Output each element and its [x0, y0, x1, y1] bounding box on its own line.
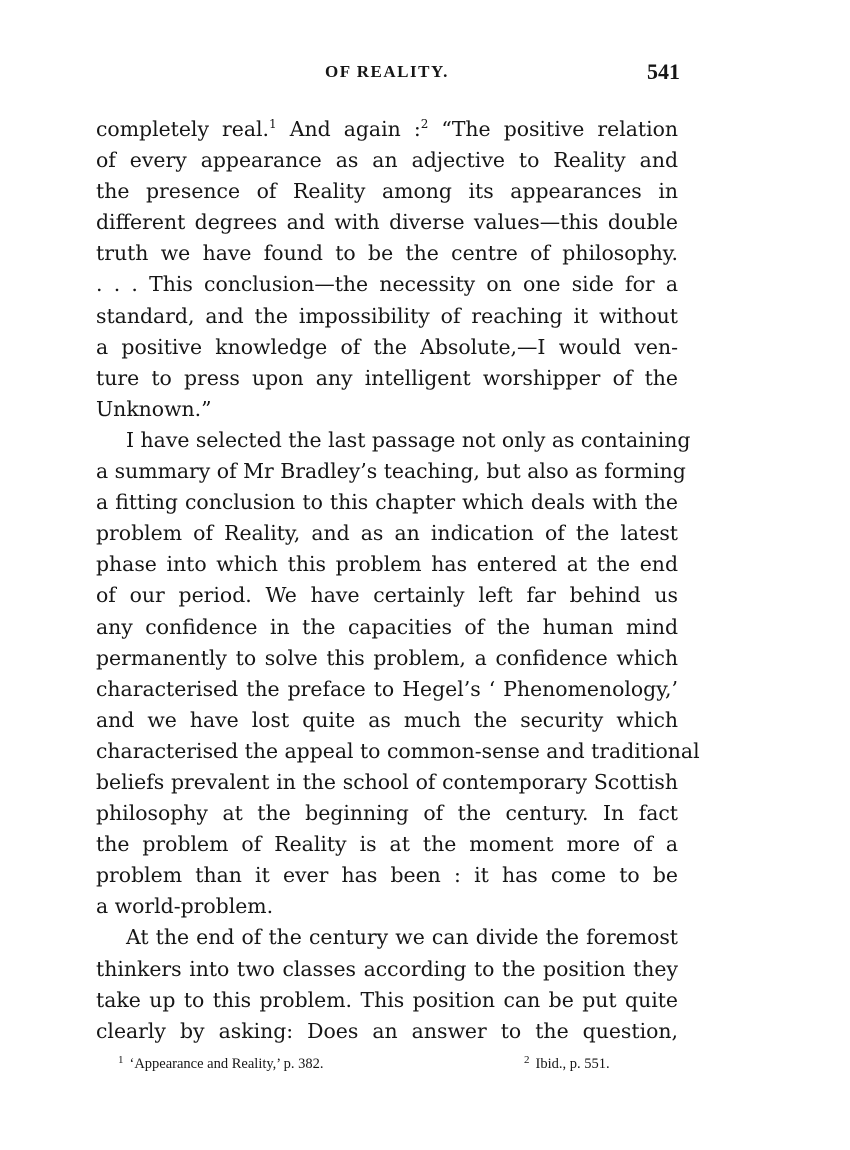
text-line: and we have lost quite as much the security which — [96, 707, 678, 732]
text-line: of every appearance as an adjective to Reality and — [96, 148, 678, 173]
text-line: beliefs prevalent in the school of contemporary Scottish — [96, 769, 678, 794]
text-line: take up to this problem. This position can be put quite — [96, 987, 678, 1012]
footnote-2 — [524, 1054, 610, 1073]
text-line: a positive knowledge of the Absolute,—I would ven- — [96, 334, 678, 359]
text-line: a world-problem. — [96, 894, 274, 919]
text-line: the problem of Reality is at the moment more of a — [96, 832, 678, 857]
text-line: permanently to solve this problem, a confidence which — [96, 645, 678, 670]
text-line: philosophy at the beginning of the century. In fact — [96, 801, 678, 826]
running-title: OF REALITY. — [325, 62, 449, 81]
page-number: 541 — [647, 59, 680, 84]
text-line: ture to press upon any intelligent worshipper of the — [96, 365, 678, 390]
text-line: characterised the appeal to common-sense and traditional — [96, 738, 700, 763]
text-line: any confidence in the capacities of the human mind — [96, 614, 678, 639]
text-line: a summary of Mr Bradley’s teaching, but also as forming — [96, 459, 686, 484]
footnote-mark: 2 — [524, 1054, 530, 1066]
footnote-text: Ibid., p. 551. — [535, 1056, 610, 1072]
text-line: a fitting conclusion to this chapter which deals with the — [96, 490, 678, 515]
text-line: . . . This conclusion—the necessity on one side for a — [96, 272, 678, 297]
footnote-ref[interactable]: 2 — [420, 117, 429, 131]
text-line: problem of Reality, and as an indication of the latest — [96, 521, 678, 546]
text-line: standard, and the impossibility of reaching it without — [96, 303, 678, 328]
body-text — [96, 114, 700, 1047]
text-line: phase into which this problem has entered at the end — [96, 552, 678, 577]
footnote-text: ‘Appearance and Reality,’ p. 382. — [129, 1056, 324, 1072]
text-line: I have selected the last passage not only as containing — [126, 427, 691, 452]
footnote-mark: 1 — [118, 1054, 124, 1066]
text-line: of our period. We have certainly left far behind us — [96, 583, 678, 608]
footnote-1 — [118, 1054, 324, 1073]
text-line: clearly by asking: Does an answer to the question, — [96, 1018, 678, 1043]
footnote-ref[interactable]: 1 — [269, 117, 277, 131]
text-line: the presence of Reality among its appearances in — [96, 179, 678, 204]
text-line: At the end of the century we can divide the foremost — [126, 925, 678, 950]
text-line: characterised the preface to Hegel’s ‘ Phenomenology,’ — [96, 676, 678, 701]
page-header — [96, 59, 680, 90]
text-line: problem than it ever has been : it has come to be — [96, 863, 678, 888]
text-line: Unknown.” — [96, 396, 212, 421]
text-line: completely real.$^1$ And again :$^2$ “The positive relation — [96, 117, 678, 141]
text-line: thinkers into two classes according to the position they — [96, 956, 678, 981]
text-line: truth we have found to be the centre of philosophy. — [96, 241, 678, 266]
text-line: different degrees and with diverse values—this double — [96, 210, 678, 235]
